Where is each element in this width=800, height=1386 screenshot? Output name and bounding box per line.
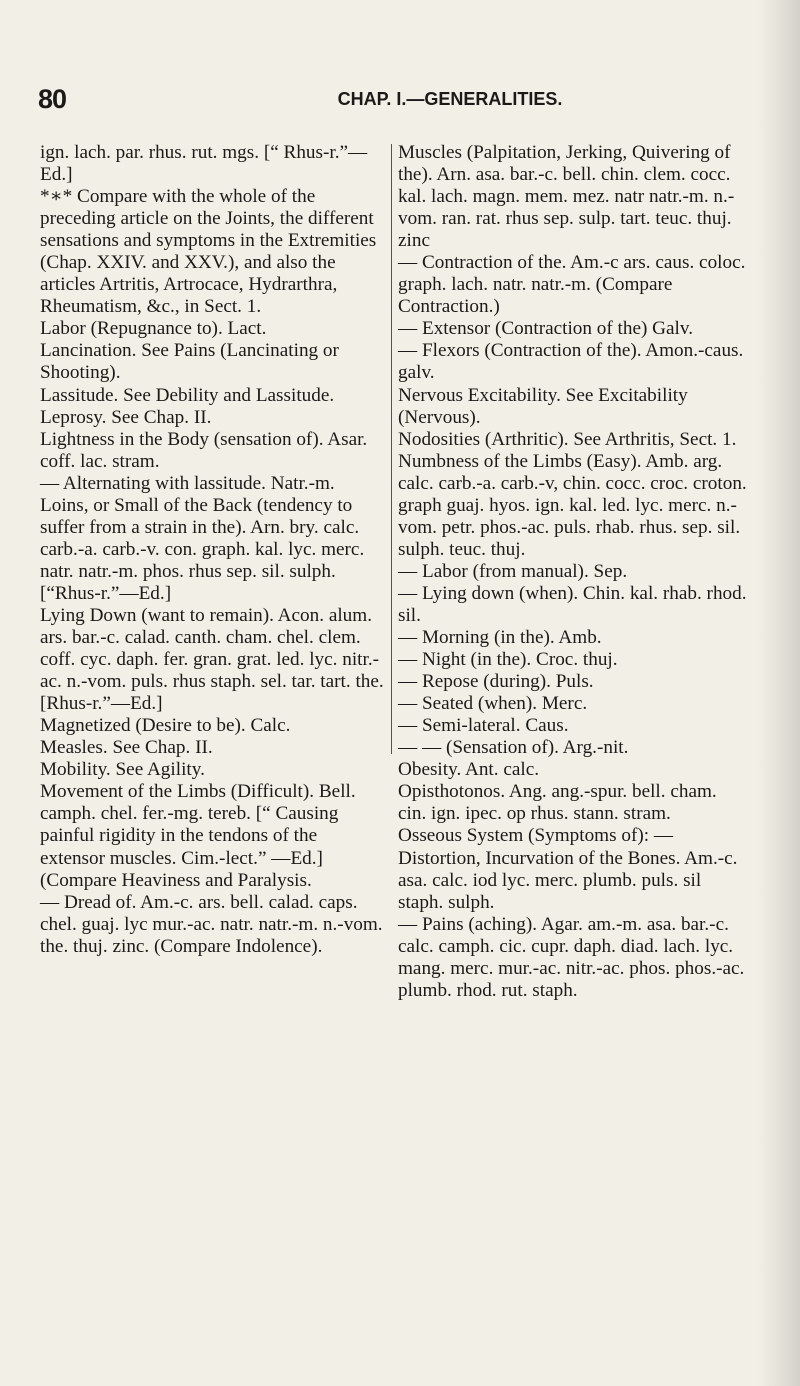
page-edge-shadow bbox=[758, 0, 800, 1386]
index-entry: ign. lach. par. rhus. rut. mgs. [“ Rhus-r.”—Ed.] bbox=[40, 142, 368, 186]
index-entry: — Semi-lateral. Caus. bbox=[398, 715, 569, 737]
left-column bbox=[40, 142, 385, 958]
index-entry: Opisthotonos. Ang. ang.-spur. bell. cham. cin. ign. ipec. op rhus. stann. stram. bbox=[398, 781, 717, 825]
running-title: CHAP. I.—GENERALITIES. bbox=[337, 89, 563, 109]
index-entry: Osseous System (Symptoms of): — Distortion, Incurvation of the Bones. Am.-c. asa. calc. iod lyc. merc. plumb. puls. sil staph. sulph. bbox=[398, 825, 738, 913]
index-entry: Labor (Repugnance to). Lact. bbox=[40, 318, 267, 340]
index-entry: — Extensor (Contraction of the) Galv. bbox=[398, 318, 694, 340]
index-entry: — Dread of. Am.-c. ars. bell. calad. caps. chel. guaj. lyc mur.-ac. natr. natr.-m. n.-vom. the. thuj. zinc. (Compare Indolence). bbox=[40, 891, 383, 957]
index-entry: Lightness in the Body (sensation of). Asar. coff. lac. stram. bbox=[40, 428, 368, 472]
column-divider bbox=[391, 144, 392, 754]
index-entry: — Seated (when). Merc. bbox=[398, 693, 588, 715]
index-entry: *∗* Compare with the whole of the preceding article on the Joints, the different sensations and symptoms in the Extremities (Chap. XXIV. and XXV.), and also the articles Artritis, Artrocace, Hydrarthra, Rheumatism, &c., in Sect. 1. bbox=[40, 186, 377, 318]
index-entry: — Flexors (Contraction of the). Amon.-caus. galv. bbox=[398, 340, 744, 384]
index-entry: Lancination. See Pains (Lancinating or Shooting). bbox=[40, 340, 339, 384]
index-entry: Lassitude. See Debility and Lassitude. bbox=[40, 384, 335, 406]
index-entry: — Pains (aching). Agar. am.-m. asa. bar.-c. calc. camph. cic. cupr. daph. diad. lach. lyc. mang. merc. mur.-ac. nitr.-ac. phos. phos.-ac. plumb. rhod. rut. staph. bbox=[398, 913, 745, 1001]
index-entry: Lying Down (want to remain). Acon. alum. ars. bar.-c. calad. canth. cham. chel. clem. coff. cyc. daph. fer. gran. grat. led. lyc. nitr.-ac. n.-vom. puls. rhus staph. sel. tar. tart. the. [Rhus-r.”—Ed.] bbox=[40, 604, 384, 715]
index-entry: Nervous Excitability. See Excitability (Nervous). bbox=[398, 384, 688, 428]
index-entry: — Contraction of the. Am.-c ars. caus. coloc. graph. lach. natr. natr.-m. (Compare Contraction.) bbox=[398, 252, 746, 318]
right-column bbox=[398, 142, 748, 1002]
index-entry: — Alternating with lassitude. Natr.-m. bbox=[40, 472, 335, 494]
page-header bbox=[0, 84, 800, 124]
index-entry: — Repose (during). Puls. bbox=[398, 671, 594, 693]
index-entry: Magnetized (Desire to be). Calc. bbox=[40, 715, 291, 737]
index-entry: — Morning (in the). Amb. bbox=[398, 627, 602, 649]
index-entry: Muscles (Palpitation, Jerking, Quivering of the). Arn. asa. bar.-c. bell. chin. clem. cocc. kal. lach. magn. mem. mez. natr natr.-m. n.-vom. ran. rat. rhus sep. sulp. tart. teuc. thuj. zinc bbox=[398, 142, 735, 252]
index-entry: — Night (in the). Croc. thuj. bbox=[398, 649, 618, 671]
index-entry: Movement of the Limbs (Difficult). Bell. camph. chel. fer.-mg. tereb. [“ Causing painful rigidity in the tendons of the extensor muscles. Cim.-lect.” —Ed.] (Compare Heaviness and Paralysis. bbox=[40, 781, 356, 891]
index-entry: — — (Sensation of). Arg.-nit. bbox=[398, 737, 629, 759]
index-entry: Numbness of the Limbs (Easy). Amb. arg. calc. carb.-a. carb.-v, chin. cocc. croc. croton. graph guaj. hyos. ign. kal. led. lyc. merc. n.-vom. petr. phos.-ac. puls. rhab. rhus. sep. sil. sulph. teuc. thuj. bbox=[398, 450, 747, 560]
index-entry: Loins, or Small of the Back (tendency to suffer from a strain in the). Arn. bry. calc. carb.-a. carb.-v. con. graph. kal. lyc. merc. natr. natr.-m. phos. rhus sep. sil. sulph. [“Rhus-r.”—Ed.] bbox=[40, 494, 365, 604]
index-entry: — Labor (from manual). Sep. bbox=[398, 560, 628, 582]
page-number: 80 bbox=[38, 84, 67, 114]
index-entry: Measles. See Chap. II. bbox=[40, 737, 213, 759]
index-entry: Nodosities (Arthritic). See Arthritis, Sect. 1. bbox=[398, 428, 737, 450]
index-entry: — Lying down (when). Chin. kal. rhab. rhod. sil. bbox=[398, 582, 747, 626]
index-entry: Leprosy. See Chap. II. bbox=[40, 406, 212, 428]
index-entry: Mobility. See Agility. bbox=[40, 759, 205, 781]
index-entry: Obesity. Ant. calc. bbox=[398, 759, 540, 781]
